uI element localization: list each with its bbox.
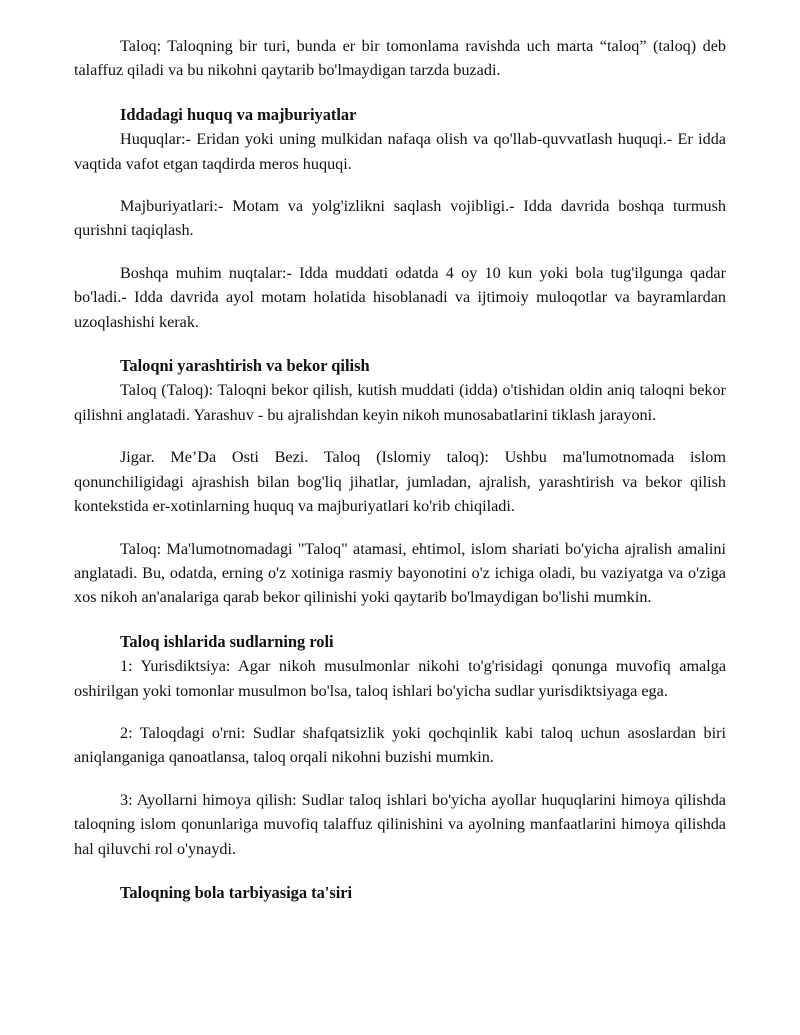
paragraph-jurisdiction: 1: Yurisdiktsiya: Agar nikoh musulmonlar nikohi to'g'risidagi qonunga muvofiq amalga oshirilgan yoki tomonlar musulmon bo'lsa, taloq ishlari bo'yicha sudlar yurisdiktsiyaga ega. (74, 657, 726, 700)
paragraph-rights: Huquqlar:- Eridan yoki uning mulkidan nafaqa olish va qo'llab-quvvatlash huquqi.- Er idda vaqtida vafot etgan taqdirda meros huquqi. (74, 130, 726, 173)
paragraph-court-role: 2: Taloqdagi o'rni: Sudlar shafqatsizlik yoki qochqinlik kabi taloq uchun asoslardan biri aniqlanganiga qanoatlansa, taloq orqali nikohni buzishi mumkin. (74, 723, 726, 767)
heading-courts-role: Taloq ishlarida sudlarning roli (120, 631, 334, 651)
heading-idda-rights: Iddadagi huquq va majburiyatlar (120, 104, 357, 124)
paragraph-other-points: Boshqa muhim nuqtalar:- Idda muddati odatda 4 oy 10 kun yoki bola tug'ilgunga qadar bo'ladi.- Idda davrida ayol motam holatida hisoblanadi va ijtimoiy muloqotlar va bayramlardan uzoqlashishi kerak. (74, 263, 726, 331)
heading-reconciliation: Taloqni yarashtirish va bekor qilish (120, 356, 370, 376)
paragraph-obligations: Majburiyatlari:- Motam va yolg'izlikni saqlash vojibligi.- Idda davrida boshqa turmush qurishni taqiqlash. (74, 197, 726, 240)
paragraph-reference-overview: Jigar. Me’Da Osti Bezi. Taloq (Islomiy taloq): Ushbu ma'lumotnomada islom qonunchiligidagi ajrashish bilan bog'liq jihatlar, jumladan, ajralish, yarashtirish va bekor qilish kontekstida er-xotinlarning huquq va majburiyatlari ko'rib chiqiladi. (74, 448, 726, 516)
paragraph-term-meaning: Taloq: Ma'lumotnomadagi "Taloq" atamasi, ehtimol, islom shariati bo'yicha ajralish amalini anglatadi. Bu, odatda, erning o'z xotiniga rasmiy bayonotini o'z ichiga oladi, bu vaziyatga va o'ziga xos nikoh an'analariga qarab bekor qilinishi yoki qaytarib bo'lmaydigan bo'lishi mumkin. (74, 539, 726, 607)
paragraph-intro: Taloq: Taloqning bir turi, bunda er bir tomonlama ravishda uch marta “taloq” (taloq) deb talaffuz qiladi va bu nikohni qaytarib bo'lmaydigan tarzda buzadi. (74, 37, 726, 80)
document-page (74, 34, 726, 905)
paragraph-revocation: Taloq (Taloq): Taloqni bekor qilish, kutish muddati (idda) o'tishidan oldin aniq taloqni bekor qilishni anglatadi. Yarashuv - bu ajralishdan keyin nikoh munosabatlarini tiklash jarayoni. (74, 381, 726, 424)
paragraph-women-protection: 3: Ayollarni himoya qilish: Sudlar taloq ishlari bo'yicha ayollar huquqlarini himoya qilishda taloqning islom qonunlariga muvofiq talaffuz qilinishini va ayolning manfaatlarini himoya qilishda hal qiluvchi rol o'ynaydi. (74, 790, 726, 858)
heading-child-upbringing: Taloqning bola tarbiyasiga ta'siri (120, 882, 353, 902)
